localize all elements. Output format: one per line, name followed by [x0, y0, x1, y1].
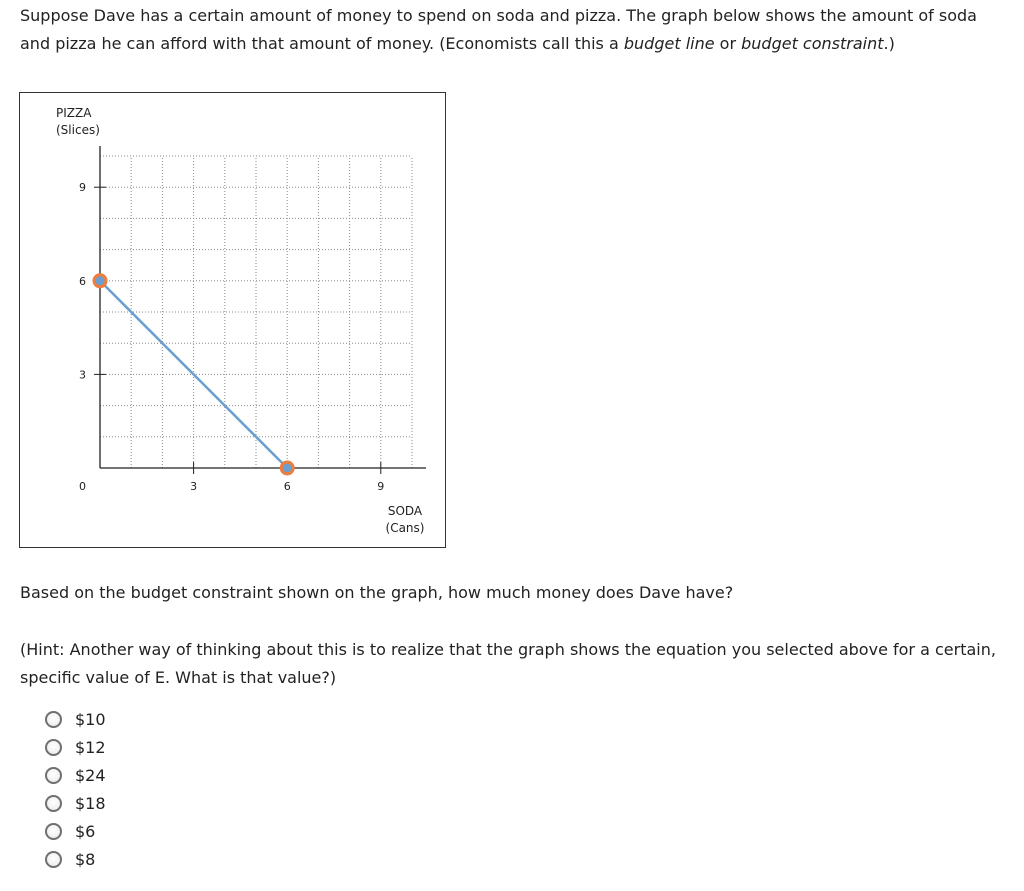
x-tick-label: 9: [377, 480, 385, 493]
x-tick-label: 6: [283, 480, 291, 493]
question-text: Based on the budget constraint shown on the graph, how much money does Dave have?: [20, 583, 734, 602]
radio-button[interactable]: [45, 767, 62, 784]
radio-button[interactable]: [45, 739, 62, 756]
term-budget-constraint: budget constraint: [741, 34, 884, 53]
y-tick-label: 6: [79, 274, 86, 288]
option-label: $12: [75, 737, 106, 757]
budget-line-chart: [20, 93, 445, 547]
x-axis-title: SODA: [387, 504, 423, 518]
option-label: $24: [75, 765, 106, 785]
radio-button[interactable]: [45, 851, 62, 868]
answer-option[interactable]: [40, 733, 106, 761]
answer-option[interactable]: [40, 761, 106, 789]
option-label: $6: [75, 821, 96, 841]
answer-options: [40, 705, 106, 873]
term-budget-line: budget line: [623, 34, 715, 53]
radio-button[interactable]: [45, 823, 62, 840]
budget-line-graph: [19, 92, 446, 548]
intro-text: [20, 2, 1010, 58]
origin-label: 0: [79, 480, 86, 493]
option-label: $10: [75, 709, 106, 729]
hint-text: (Hint: Another way of thinking about this is to realize that the graph shows the equation you selected above for a certain, specific value of E. What is that value?): [20, 640, 996, 687]
intro-text-part: or: [714, 34, 742, 53]
y-tick-label: 3: [79, 368, 86, 382]
answer-option[interactable]: [40, 845, 106, 873]
radio-button[interactable]: [45, 795, 62, 812]
answer-option[interactable]: [40, 817, 106, 845]
budget-line-point: [94, 275, 106, 287]
radio-button[interactable]: [45, 711, 62, 728]
budget-line-point: [281, 462, 293, 474]
y-axis-title: PIZZA: [56, 106, 92, 120]
intro-text-part: Suppose Dave has a certain amount of money to spend on soda and pizza. The graph below shows the amount of soda and pizza he can afford with that amount of money. (Economists call this a: [20, 6, 977, 53]
intro-text-part: .): [883, 34, 895, 53]
y-tick-label: 9: [79, 181, 86, 195]
x-tick-label: 3: [190, 480, 198, 493]
x-axis-unit: (Cans): [385, 521, 425, 535]
y-axis-unit: (Slices): [56, 123, 100, 137]
option-label: $18: [75, 793, 106, 813]
answer-option[interactable]: [40, 789, 106, 817]
option-label: $8: [75, 849, 96, 869]
answer-option[interactable]: [40, 705, 106, 733]
